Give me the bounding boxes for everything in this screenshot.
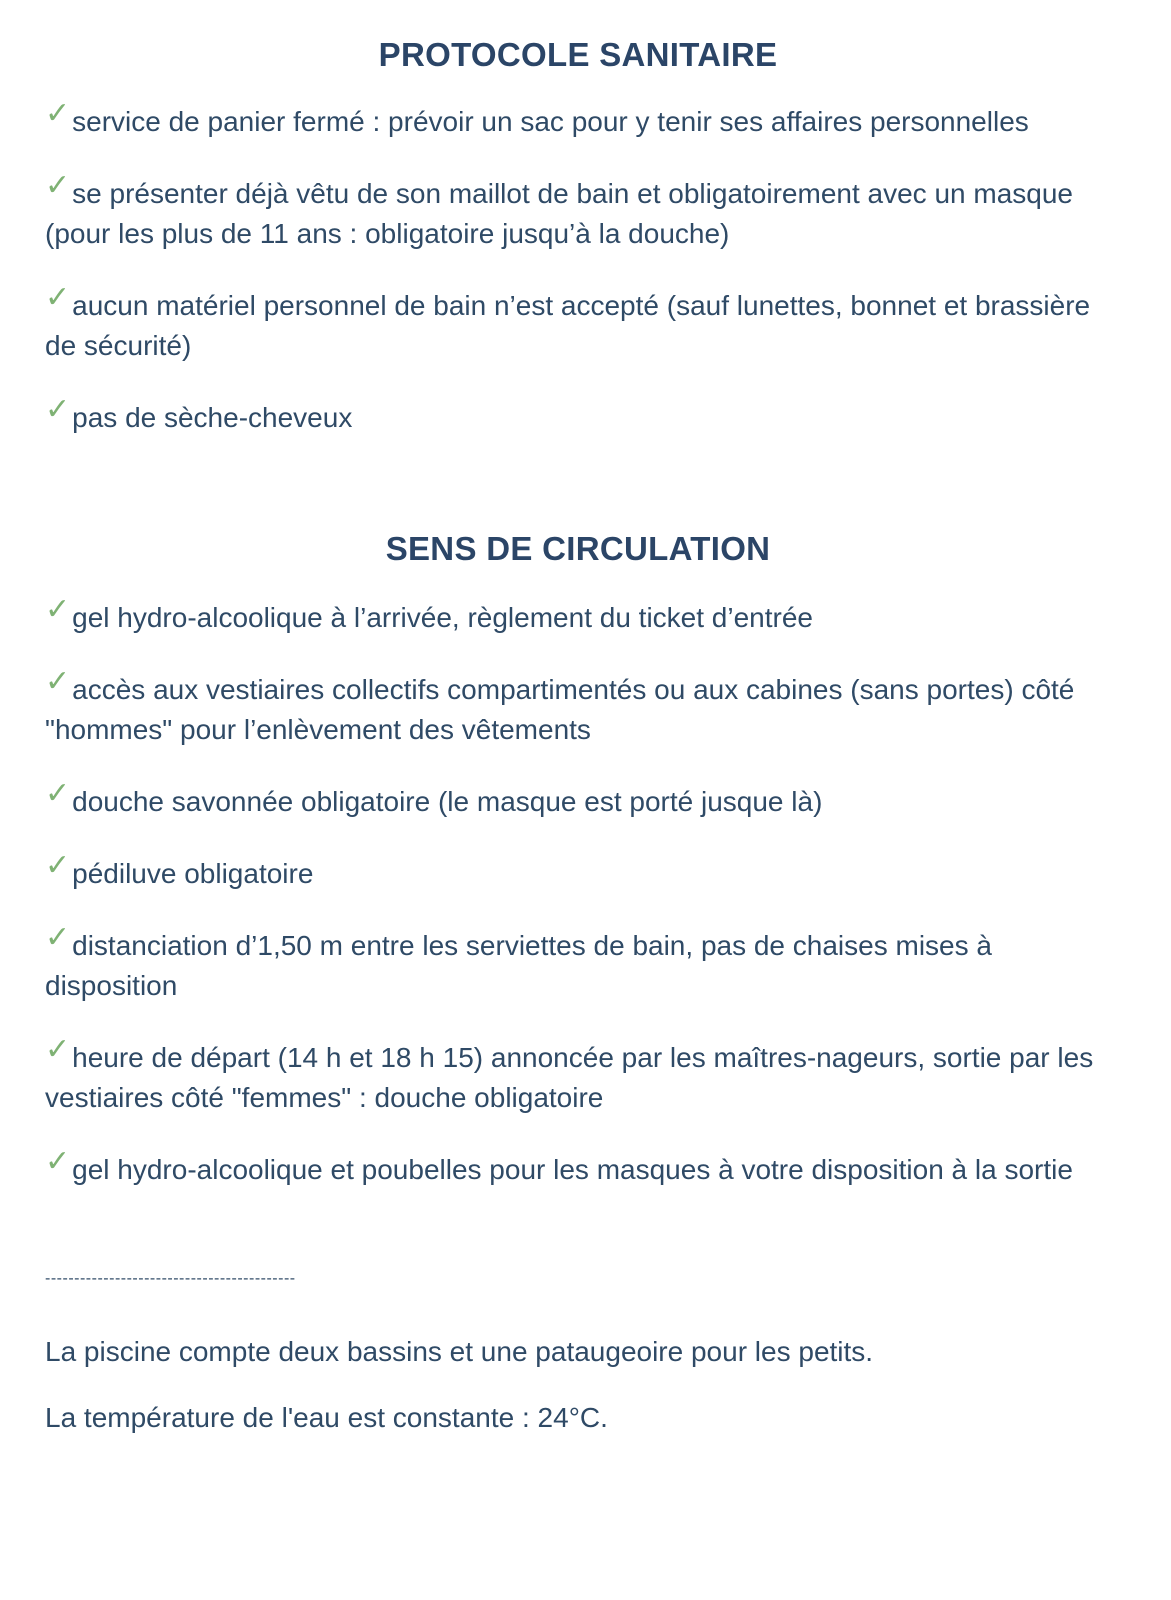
checkmark-icon: ✓	[45, 665, 71, 698]
checkmark-icon: ✓	[45, 593, 71, 626]
list-item	[45, 1033, 1111, 1118]
list-item	[45, 393, 1111, 438]
checkmark-icon: ✓	[45, 393, 71, 426]
section-title-sens-de-circulation: SENS DE CIRCULATION	[385, 530, 771, 567]
section-title-protocole-sanitaire: PROTOCOLE SANITAIRE	[378, 36, 778, 73]
checkmark-icon: ✓	[45, 169, 71, 202]
list-item	[45, 849, 1111, 894]
list-item	[45, 921, 1111, 1006]
list-item-text: gel hydro-alcoolique et poubelles pour les masques à votre disposition à la sortie	[72, 1154, 1073, 1185]
separator-line: -------------------------------------------	[45, 1270, 296, 1287]
list-item-text: gel hydro-alcoolique à l’arrivée, règlement du ticket d’entrée	[72, 602, 813, 633]
list-item-text: accès aux vestiaires collectifs compartimentés ou aux cabines (sans portes) côté "hommes" pour l’enlèvement des vêtements	[45, 674, 1075, 745]
info-paragraph: La piscine compte deux bassins et une pataugeoire pour les petits.	[45, 1336, 874, 1367]
list-item	[45, 665, 1111, 750]
list-item-text: pédiluve obligatoire	[72, 858, 314, 889]
checkmark-icon: ✓	[45, 97, 71, 130]
checkmark-icon: ✓	[45, 849, 71, 882]
list-item-text: pas de sèche-cheveux	[72, 402, 353, 433]
checkmark-icon: ✓	[45, 1033, 71, 1066]
list-item	[45, 593, 1111, 638]
info-paragraph: La température de l'eau est constante : 24°C.	[45, 1402, 608, 1433]
list-item	[45, 281, 1111, 366]
checkmark-icon: ✓	[45, 777, 71, 810]
list-item-text: se présenter déjà vêtu de son maillot de bain et obligatoirement avec un masque (pour les plus de 11 ans : obligatoire jusqu’à la douche)	[45, 178, 1073, 249]
list-item	[45, 1145, 1111, 1190]
list-item-text: aucun matériel personnel de bain n’est accepté (sauf lunettes, bonnet et brassière de sécurité)	[45, 290, 1091, 361]
list-item-text: service de panier fermé : prévoir un sac pour y tenir ses affaires personnelles	[72, 106, 1029, 137]
checkmark-icon: ✓	[45, 281, 71, 314]
list-item	[45, 777, 1111, 822]
list-item	[45, 169, 1111, 254]
checkmark-icon: ✓	[45, 1145, 71, 1178]
list-item	[45, 97, 1111, 142]
sens-list	[45, 593, 1111, 1190]
list-item-text: distanciation d’1,50 m entre les serviettes de bain, pas de chaises mises à disposition	[45, 930, 992, 1001]
list-item-text: heure de départ (14 h et 18 h 15) annoncée par les maîtres-nageurs, sortie par les vestiaires côté "femmes" : douche obligatoire	[45, 1042, 1094, 1113]
list-item-text: douche savonnée obligatoire (le masque est porté jusque là)	[72, 786, 823, 817]
checkmark-icon: ✓	[45, 921, 71, 954]
protocole-list	[45, 97, 1111, 438]
